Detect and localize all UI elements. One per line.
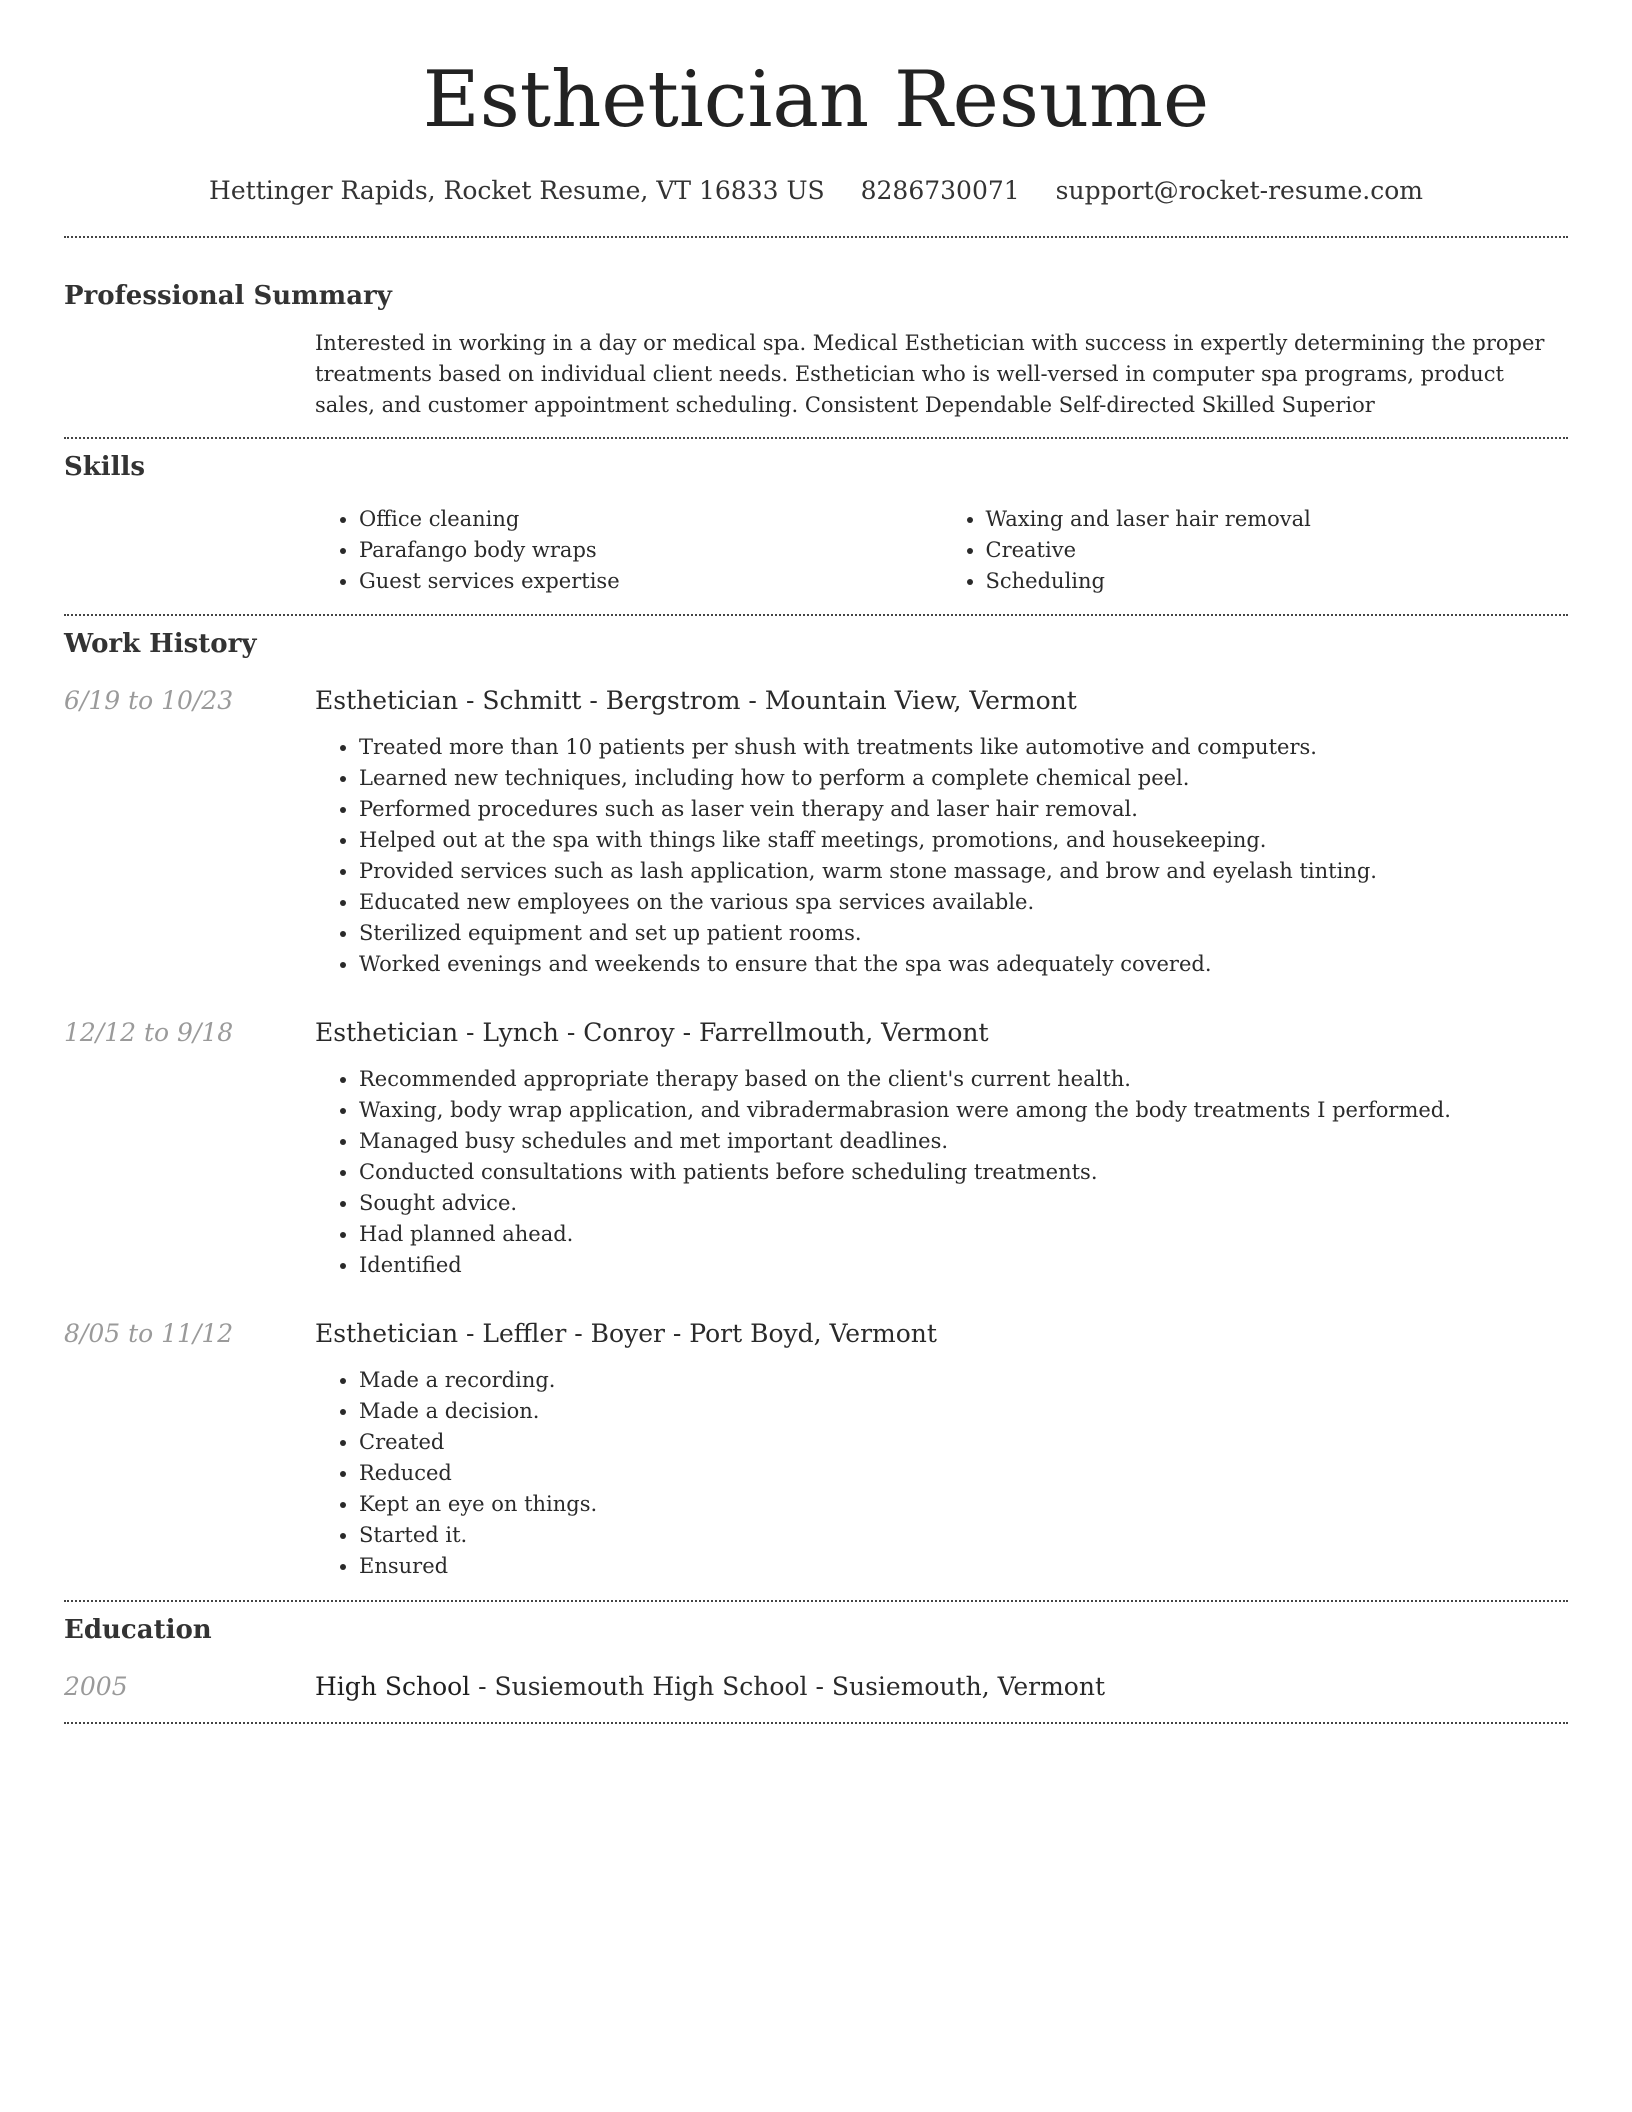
job-bullet: • Worked evenings and weekends to ensure that the spa was adequately covered. bbox=[359, 949, 1568, 980]
job-bullet: • Reduced bbox=[359, 1458, 1568, 1489]
job-entry bbox=[64, 1317, 1568, 1582]
skill-item: • Creative bbox=[986, 535, 1569, 566]
job-header bbox=[64, 1016, 1568, 1050]
job-title: Esthetician - Lynch - Conroy - Farrellmouth, Vermont bbox=[315, 1018, 989, 1047]
divider bbox=[64, 437, 1568, 439]
education-title bbox=[315, 1670, 1105, 1704]
job-dates: 8/05 to 11/12 bbox=[64, 1319, 234, 1348]
job-bullet: • Sterilized equipment and set up patient rooms. bbox=[359, 918, 1568, 949]
job-bullet: • Sought advice. bbox=[359, 1188, 1568, 1219]
job-details bbox=[315, 1064, 1568, 1281]
job-bullet: • Recommended appropriate therapy based on the client's current health. bbox=[359, 1064, 1568, 1095]
divider bbox=[64, 614, 1568, 616]
job-bullet: • Learned new techniques, including how to perform a complete chemical peel. bbox=[359, 763, 1568, 794]
job-bullet: • Conducted consultations with patients before scheduling treatments. bbox=[359, 1157, 1568, 1188]
skill-item: • Waxing and laser hair removal bbox=[986, 504, 1569, 535]
job-bullet: • Managed busy schedules and met important deadlines. bbox=[359, 1126, 1568, 1157]
job-dates: 6/19 to 10/23 bbox=[64, 686, 234, 715]
job-bullet: • Identified bbox=[359, 1250, 1568, 1281]
job-bullet: • Started it. bbox=[359, 1520, 1568, 1551]
skills-list-left bbox=[315, 504, 942, 597]
job-bullets bbox=[315, 732, 1568, 980]
education-entry bbox=[64, 1670, 1568, 1704]
skill-item: • Scheduling bbox=[986, 566, 1569, 597]
contact-email: support@rocket-resume.com bbox=[1055, 176, 1423, 205]
job-bullet: • Kept an eye on things. bbox=[359, 1489, 1568, 1520]
education-date: 2005 bbox=[64, 1672, 128, 1701]
job-bullet: • Had planned ahead. bbox=[359, 1219, 1568, 1250]
skills-heading: Skills bbox=[64, 452, 146, 482]
skill-item: • Office cleaning bbox=[359, 504, 942, 535]
job-bullet: • Helped out at the spa with things like staff meetings, promotions, and housekeeping. bbox=[359, 825, 1568, 856]
summary-section bbox=[64, 279, 1568, 421]
job-bullet: • Educated new employees on the various spa services available. bbox=[359, 887, 1568, 918]
job-bullet: • Performed procedures such as laser vein therapy and laser hair removal. bbox=[359, 794, 1568, 825]
job-bullet: • Made a recording. bbox=[359, 1365, 1568, 1396]
job-bullet: • Created bbox=[359, 1427, 1568, 1458]
education-school: - Susiemouth High School - Susiemouth, Vermont bbox=[470, 1672, 1106, 1701]
education-heading: Education bbox=[64, 1615, 212, 1645]
contact-phone: 8286730071 bbox=[860, 176, 1020, 205]
skill-item: • Parafango body wraps bbox=[359, 535, 942, 566]
education-section bbox=[64, 1613, 1568, 1704]
summary-content bbox=[315, 328, 1568, 421]
job-title: Esthetician - Leffler - Boyer - Port Boyd, Vermont bbox=[315, 1319, 937, 1348]
job-header bbox=[64, 684, 1568, 718]
summary-text: Interested in working in a day or medical spa. Medical Esthetician with success in expertly determining the proper treatments based on individual client needs. Esthetician who is well-versed in computer spa programs, product sales, and customer appointment scheduling. Consistent Dependable Self-directed Skilled Superior bbox=[315, 331, 1545, 417]
job-dates: 12/12 to 9/18 bbox=[64, 1018, 234, 1047]
job-entry bbox=[64, 1016, 1568, 1281]
job-entry bbox=[64, 684, 1568, 980]
job-bullet: • Waxing, body wrap application, and vibradermabrasion were among the body treatments I performed. bbox=[359, 1095, 1568, 1126]
job-bullet: • Ensured bbox=[359, 1551, 1568, 1582]
job-bullet: • Made a decision. bbox=[359, 1396, 1568, 1427]
skills-list-right bbox=[942, 504, 1569, 597]
job-bullet: • Treated more than 10 patients per shush with treatments like automotive and computers. bbox=[359, 732, 1568, 763]
divider bbox=[64, 236, 1568, 238]
job-bullet: • Provided services such as lash application, warm stone massage, and brow and eyelash tinting. bbox=[359, 856, 1568, 887]
resume-title: Esthetician Resume bbox=[422, 55, 1210, 145]
contact-line bbox=[64, 174, 1568, 208]
divider bbox=[64, 1722, 1568, 1724]
skills-grid bbox=[315, 504, 1568, 597]
job-details bbox=[315, 1365, 1568, 1582]
job-details bbox=[315, 732, 1568, 980]
job-header bbox=[64, 1317, 1568, 1351]
education-degree: High School bbox=[315, 1672, 471, 1701]
skills-section bbox=[64, 450, 1568, 597]
resume-header bbox=[64, 0, 1568, 208]
summary-heading: Professional Summary bbox=[64, 281, 392, 311]
work-heading: Work History bbox=[64, 629, 257, 659]
divider bbox=[64, 1600, 1568, 1602]
work-section bbox=[64, 627, 1568, 1582]
job-bullets bbox=[315, 1365, 1568, 1582]
skill-item: • Guest services expertise bbox=[359, 566, 942, 597]
job-bullets bbox=[315, 1064, 1568, 1281]
job-title: Esthetician - Schmitt - Bergstrom - Mountain View, Vermont bbox=[315, 686, 1077, 715]
contact-address: Hettinger Rapids, Rocket Resume, VT 16833 US bbox=[209, 176, 825, 205]
